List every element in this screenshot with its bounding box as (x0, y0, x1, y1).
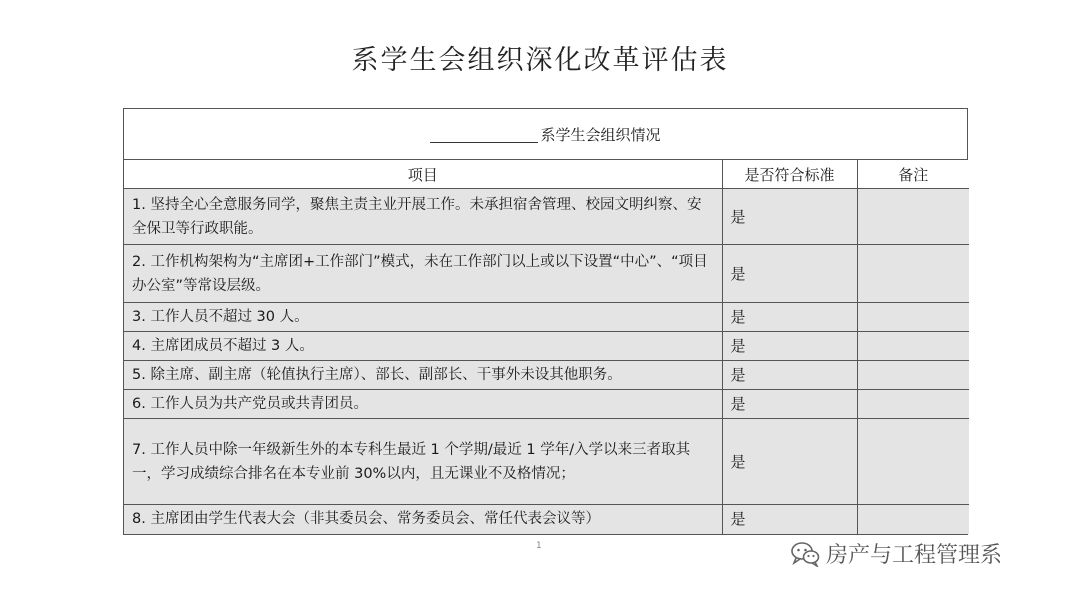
row-item: 3. 工作人员不超过 30 人。 (124, 303, 722, 332)
evaluation-table (124, 160, 969, 534)
row-item: 4. 主席团成员不超过 3 人。 (124, 332, 722, 361)
row-note (857, 505, 969, 534)
page-number: 1 (536, 541, 542, 551)
table-row (124, 505, 969, 534)
evaluation-sheet (123, 108, 968, 535)
fill-in-blank (430, 126, 538, 143)
table-row (124, 361, 969, 390)
row-item: 5. 除主席、副主席（轮值执行主席）、部长、副部长、干事外未设其他职务。 (124, 361, 722, 390)
column-header-compliance: 是否符合标准 (722, 160, 857, 189)
column-header-item: 项目 (124, 160, 722, 189)
column-header-note: 备注 (857, 160, 969, 189)
row-note (857, 245, 969, 303)
row-compliance: 是 (722, 505, 857, 534)
row-item: 2. 工作机构架构为“主席团+工作部门”模式，未在工作部门以上或以下设置“中心”、“项目办公室”等常设层级。 (124, 245, 722, 303)
section-subheader (124, 109, 967, 160)
row-note (857, 361, 969, 390)
row-note (857, 189, 969, 245)
row-note (857, 332, 969, 361)
table-row (124, 332, 969, 361)
row-item: 6. 工作人员为共产党员或共青团员。 (124, 390, 722, 419)
wechat-icon (790, 541, 820, 567)
row-compliance: 是 (722, 419, 857, 505)
row-compliance: 是 (722, 390, 857, 419)
document-title: 系学生会组织深化改革评估表 (351, 45, 729, 76)
row-item: 7. 工作人员中除一年级新生外的本专科生最近 1 个学期/最近 1 学年/入学以来三者取其一，学习成绩综合排名在本专业前 30%以内，且无课业不及格情况； (124, 419, 722, 505)
row-compliance: 是 (722, 303, 857, 332)
table-row (124, 245, 969, 303)
table-row (124, 390, 969, 419)
table-header-row (124, 160, 969, 189)
watermark-text: 房产与工程管理系 (826, 543, 1003, 568)
row-compliance: 是 (722, 361, 857, 390)
row-item: 8. 主席团由学生代表大会（非其委员会、常务委员会、常任代表会议等） (124, 505, 722, 534)
row-compliance: 是 (722, 332, 857, 361)
watermark (790, 538, 1002, 569)
table-row (124, 189, 969, 245)
row-note (857, 419, 969, 505)
table-row (124, 419, 969, 505)
row-compliance: 是 (722, 245, 857, 303)
table-row (124, 303, 969, 332)
row-item: 1. 坚持全心全意服务同学，聚焦主责主业开展工作。未承担宿舍管理、校园文明纠察、安全保卫等行政职能。 (124, 189, 722, 245)
row-note (857, 390, 969, 419)
subheader-label: 系学生会组织情况 (540, 125, 661, 144)
row-compliance: 是 (722, 189, 857, 245)
row-note (857, 303, 969, 332)
